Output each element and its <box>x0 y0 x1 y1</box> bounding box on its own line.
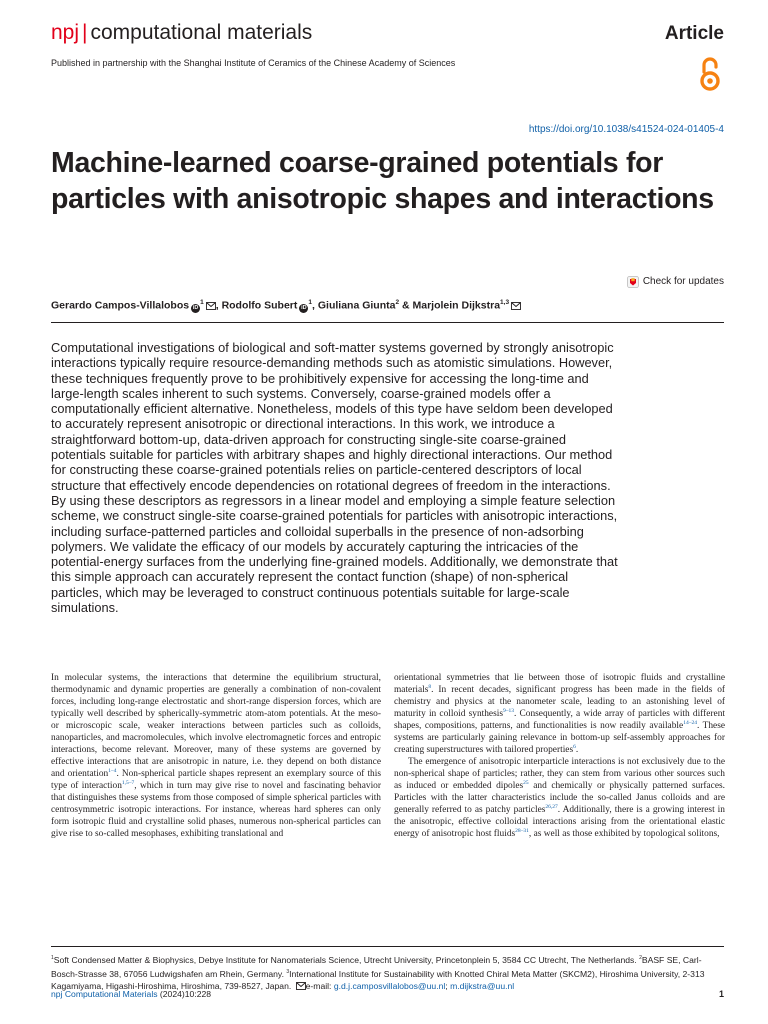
abstract: Computational investigations of biological and soft-matter systems governed by strongly anisotropic interactions typically require resource-demanding methods such as atomistic simulations. However, these techniques frequently prove to be prohibitively expensive for accessing the long-time and large-length scales inherent to such systems. Conversely, coarse-grained models offer a computationally efficient alternative. Nonetheless, models of this type have seldom been developed to accurately represent anisotropic or directional interactions. In this work, we introduce a straightforward bottom-up, data-driven approach for constructing single-site coarse-grained potentials suitable for particles with arbitrary shapes and highly directional interactions. Our method for constructing these coarse-grained potentials relies on particle-centered descriptors of local structure that effectively encode dependencies on rotational degrees of freedom in the interactions. By using these descriptors as regressors in a linear model and employing a simple feature selection scheme, we construct single-site coarse-grained potentials for particles with anisotropic interactions, including surface-patterned particles and colloidal superballs in the presence of non-adsorbing polymers. We validate the efficacy of our models by accurately capturing the intricacies of the potential-energy surfaces from the underlying fine-grained models. Additionally, we demonstrate that this simple approach can accurately represent the contact function (shape) of non-spherical particles, which may be leveraged to construct continuous potentials suitable for large-scale simulations. <box>51 340 618 616</box>
body-text: . <box>575 745 579 755</box>
body-text: In molecular systems, the interactions that determine the equilibrium structural, thermodynamic and dynamic properties are generally a combination of non-covalent forces, including long-range electrostatic and short-range dispersion forces, which are typically well described by spherically-symmetric atom-atom potentials. At the meso- or microscopic scale, weaker interactions between particles such as colloids, nanoparticles, and macromolecules, which involve electromagnetic forces and entropic interactions, become relevant. Moreover, many of these systems are governed by effective interactions that are anisotropic in nature, i.e. they depend on both distance and orientation <box>51 673 381 779</box>
body-paragraph <box>394 756 725 840</box>
author-affiliation: 1 <box>200 299 204 306</box>
check-for-updates-link[interactable] <box>627 275 724 288</box>
body-text: orientational symmetries that lie between those of isotropic fluids and crystalline materials <box>394 673 725 695</box>
email-link[interactable]: m.dijkstra@uu.nl <box>450 981 515 992</box>
journal-separator: | <box>82 21 88 44</box>
body-text: and chemically or physically patterned surfaces. Particles with the latter characteristics include the so-called Janus colloids and are generally referred to as patchy particles <box>394 781 725 815</box>
author-separator: & <box>399 299 413 312</box>
citation-link[interactable]: 25 <box>523 779 529 786</box>
author-name[interactable]: Gerardo Campos-Villalobos <box>51 299 190 312</box>
open-access-icon[interactable] <box>697 56 723 92</box>
body-text: . These systems are particularly gaining relevance in bottom-up self-assembly approaches for creating superstructures with tailored properties <box>394 721 726 755</box>
author-separator: , <box>215 299 222 312</box>
journal-title: computational materials <box>90 21 313 44</box>
orcid-icon[interactable]: iD <box>192 304 199 311</box>
affiliation-text: BASF SE, Carl-Bosch-Strasse 38, 67056 Ludwigshafen am Rhein, Germany. <box>51 954 702 979</box>
body-text: . In recent decades, significant progress has been made in the fields of chemistry and physics at the nanometer scale, leading to an astonishing level of maturity in colloid synthesis <box>394 685 725 719</box>
footnote-divider <box>51 946 724 947</box>
journal-name[interactable] <box>51 20 312 46</box>
citation-link[interactable]: 1–4 <box>108 767 117 774</box>
article-type-label: Article <box>664 23 724 44</box>
body-text: , as well as those exhibited by topological solitons, <box>528 829 720 839</box>
journal-prefix: npj <box>51 21 80 44</box>
email-label: e-mail: <box>305 981 334 992</box>
body-text: . Additionally, there is a growing interest in the anisotropic, effective colloidal interactions arising from the orientational elastic energy of anisotropic host fluids <box>394 805 725 839</box>
header-divider <box>51 322 724 323</box>
author-name[interactable]: Rodolfo Subert <box>221 299 298 312</box>
affiliation-text: International Institute for Sustainability with Knotted Chiral Meta Matter (SKCM2), Hiroshima University, 2-313 Kagamiyama, Higashi-Hiroshima, Hiroshima, 739-8527, Japan. <box>51 968 705 992</box>
citation-link[interactable]: 1,5–7 <box>121 779 135 786</box>
email-separator: ; <box>445 981 451 992</box>
body-column-right <box>394 672 725 840</box>
body-column-left <box>51 672 381 840</box>
email-icon[interactable] <box>511 300 521 314</box>
email-link[interactable]: g.d.j.camposvillalobos@uu.nl <box>333 981 446 992</box>
page-number: 1 <box>718 989 724 999</box>
author-separator: , <box>312 299 318 312</box>
body-text: , which in turn may give rise to novel and fascinating behavior that distinguishes these systems from those composed of simple spherical particles with centrosymmetric isotropic interactions. For instance, whereas hard spheres can only form isotropic fluid and crystalline solid phases, numerous non-spherical particles can give rise to so-called mesophases, exhibiting translational and <box>51 781 381 839</box>
check-updates-label: Check for updates <box>642 276 724 287</box>
citation-link[interactable]: 6 <box>573 743 576 750</box>
author-affiliation: 1 <box>308 299 313 306</box>
citation-link[interactable]: 9–13 <box>503 707 514 714</box>
citation-link[interactable]: 28–31 <box>515 827 529 834</box>
author-affiliation: 2 <box>395 299 400 306</box>
author-affiliation: 1,3 <box>500 299 510 306</box>
citation-link[interactable]: 26,27 <box>545 803 558 810</box>
body-text: The emergence of anisotropic interparticle interactions is not exclusively due to the non-spherical shape of particles; rather, they can stem from various other sources such as induced or embedded dipoles <box>394 757 725 791</box>
page-footer <box>51 988 211 1000</box>
body-text: . Consequently, a wide array of particles with different shapes, compositions, patterns, and functionalities is now readily available <box>394 709 725 731</box>
partnership-note: Published in partnership with the Shanghai Institute of Ceramics of the Chinese Academy of Sciences <box>51 58 456 68</box>
footer-citation: (2024)10:228 <box>157 989 212 999</box>
affiliation-marker: 3 <box>286 969 290 976</box>
footer-journal-link[interactable]: npj Computational Materials <box>51 989 158 999</box>
article-title: Machine-learned coarse-grained potentials for particles with anisotropic shapes and interactions <box>51 147 714 215</box>
affiliation-marker: 1 <box>51 955 54 961</box>
affiliation-marker: 2 <box>639 955 642 961</box>
citation-link[interactable]: 8 <box>428 683 432 690</box>
doi-link[interactable]: https://doi.org/10.1038/s41524-024-01405-4 <box>528 124 724 135</box>
email-icon[interactable] <box>206 300 216 314</box>
author-name[interactable]: Marjolein Dijkstra <box>412 299 501 312</box>
author-list <box>51 296 521 314</box>
body-text: . Non-spherical particle shapes represent an exemplary source of this type of interaction <box>51 769 382 791</box>
body-paragraph <box>394 672 725 756</box>
email-icon <box>296 981 306 993</box>
check-updates-icon <box>627 276 639 288</box>
author-name[interactable]: Giuliana Giunta <box>317 299 396 312</box>
citation-link[interactable]: 14–24 <box>683 719 697 726</box>
body-paragraph <box>51 672 381 840</box>
affiliation-text: Soft Condensed Matter & Biophysics, Debye Institute for Nanomaterials Science, Utrecht University, Princetonplein 5, 3584 CC Utrecht, The Netherlands. <box>53 954 640 965</box>
orcid-icon[interactable]: iD <box>301 304 307 311</box>
